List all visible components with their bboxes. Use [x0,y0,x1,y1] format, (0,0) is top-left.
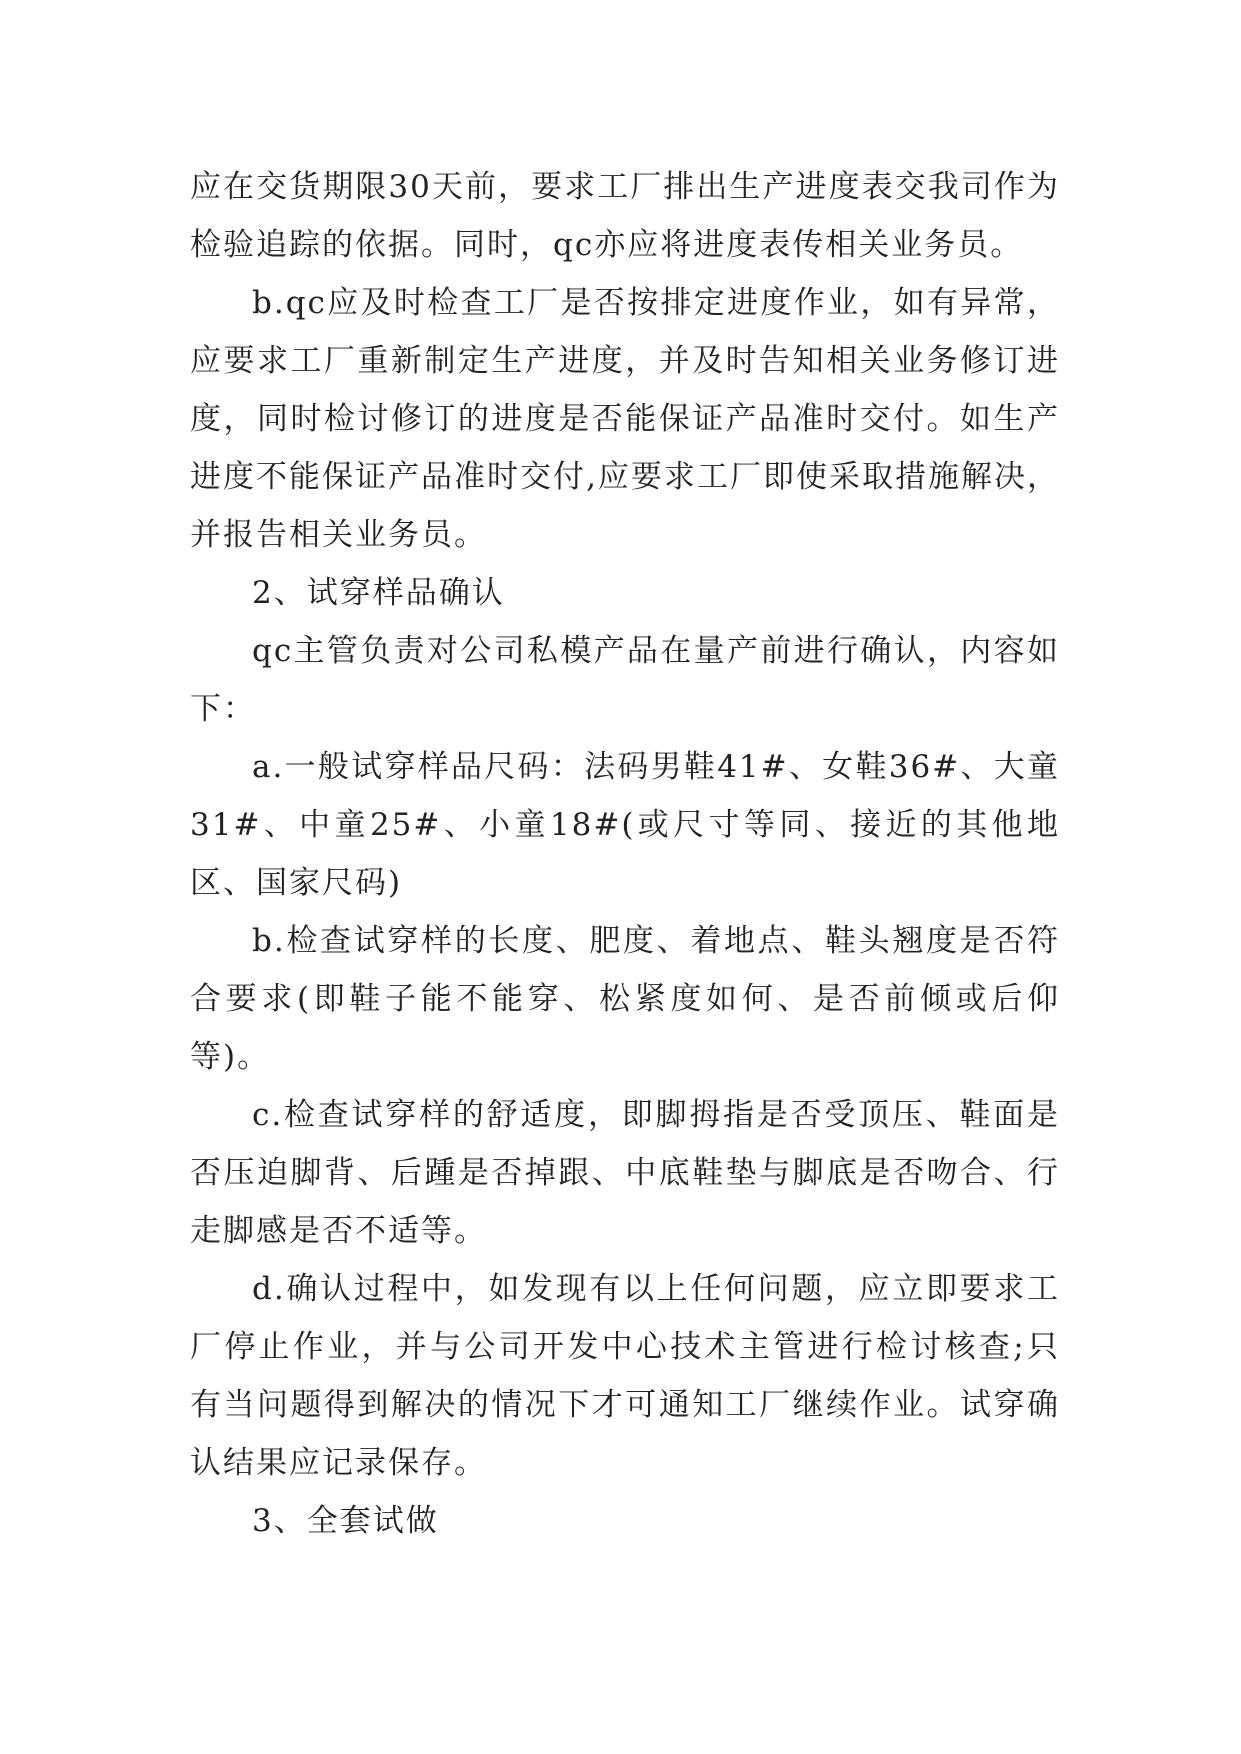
section-heading-fitting-sample: 2、试穿样品确认 [252,575,505,611]
paragraph-item-b-schedule-check: b.qc应及时检查工厂是否按排定进度作业，如有异常，应要求工厂重新制定生产进度，并及时告知相关业务修订进度，同时检讨修订的进度是否能保证产品准时交付。如生产进度不能保证产品准时交付,应要求工厂即使采取措施解决，并报告相关业务员。 [190,285,1060,553]
paragraph-item-c-comfort-check: c.检查试穿样的舒适度，即脚拇指是否受顶压、鞋面是否压迫脚背、后踵是否掉跟、中底鞋垫与脚底是否吻合、行走脚感是否不适等。 [190,1097,1060,1249]
document-body [190,158,1060,1550]
paragraph-fitting-intro: qc主管负责对公司私模产品在量产前进行确认，内容如下： [190,633,1060,727]
paragraph-item-b-fit-check: b.检查试穿样的长度、肥度、着地点、鞋头翘度是否符合要求(即鞋子能不能穿、松紧度如何、是否前倾或后仰等)。 [190,923,1060,1075]
paragraph-item-d-issue-handling: d.确认过程中，如发现有以上任何问题，应立即要求工厂停止作业，并与公司开发中心技术主管进行检讨核查;只有当问题得到解决的情况下才可通知工厂继续作业。试穿确认结果应记录保存。 [190,1271,1060,1481]
section-heading-full-trial: 3、全套试做 [252,1503,439,1539]
paragraph-schedule-intro: 应在交货期限30天前，要求工厂排出生产进度表交我司作为检验追踪的依据。同时，qc亦应将进度表传相关业务员。 [190,169,1060,263]
paragraph-item-a-sizes: a.一般试穿样品尺码：法码男鞋41#、女鞋36#、大童31#、中童25#、小童18#(或尺寸等同、接近的其他地区、国家尺码) [190,749,1060,901]
